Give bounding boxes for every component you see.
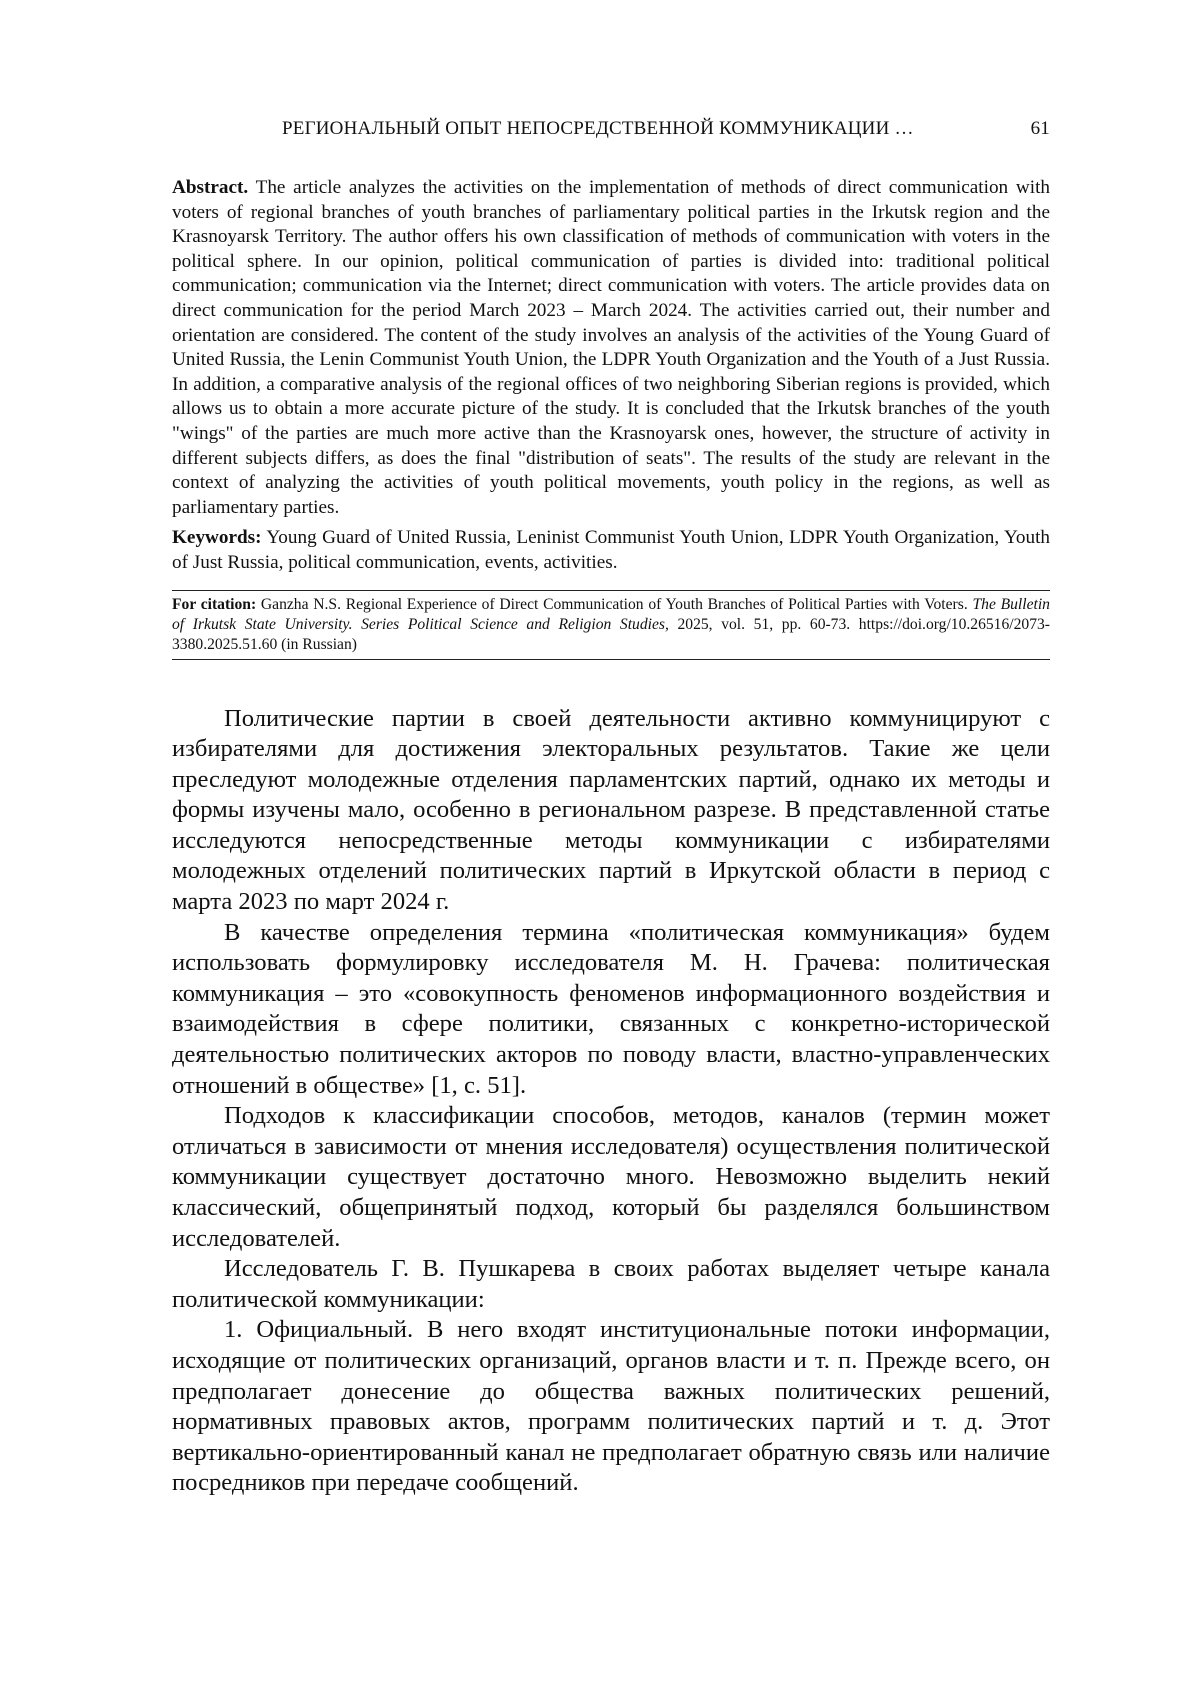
- body-paragraph: Исследователь Г. В. Пушкарева в своих работах выделяет четыре канала политической коммуникации:: [172, 1254, 1050, 1315]
- body-text: [172, 704, 1050, 1499]
- running-title: РЕГИОНАЛЬНЫЙ ОПЫТ НЕПОСРЕДСТВЕННОЙ КОММУНИКАЦИИ …: [282, 118, 914, 140]
- body-paragraph: Политические партии в своей деятельности активно коммуницируют с избирателями для достижения электоральных результатов. Такие же цели преследуют молодежные отделения парламентских партий, однако их мето­ды и формы изучены мало, особенно в региональном разрезе. В представ­ленной статье исследуются непосредственные методы коммуникации с из­бирателями молодежных отделений политических партий в Иркутской обла­сти в период с марта 2023 по март 2024 г.: [172, 704, 1050, 918]
- keywords-text: Young Guard of United Russia, Leninist Communist Youth Union, LDPR Youth Organ­ization, Youth of Just Russia, political communication, events, activities.: [172, 527, 1050, 573]
- citation-journal: The Bulletin of Irkutsk State University. Series Political Science and Religion Studies,: [172, 596, 1050, 633]
- body-paragraph: В качестве определения термина «политическая коммуникация» будем использовать формулировку исследователя М. Н. Грачева: политическая коммуникация – это «совокупность феноменов информационного воздей­ствия и взаимодействия в сфере политики, связанных с конкретно-исторической деятельностью политических акторов по поводу власти, власт­но-управленческих отношений в обществе» [1, с. 51].: [172, 918, 1050, 1102]
- article-page: [172, 118, 1050, 1499]
- running-header: [282, 118, 1050, 140]
- body-paragraph: 1. Официальный. В него входят институциональные потоки информа­ции, исходящие от политических организаций, органов власти и т. п. Прежде всего, он предполагает донесение до общества важных политических реше­ний, нормативных правовых актов, программ политических партий и т. д. Этот вертикально-ориентированный канал не предполагает обратную связь или наличие посредников при передаче сообщений.: [172, 1315, 1050, 1499]
- keywords-paragraph: [172, 526, 1050, 575]
- body-paragraph: Подходов к классификации способов, методов, каналов (термин может отличаться в зависимости от мнения исследователя) осуществления полити­ческой коммуникации существует достаточно много. Невозможно выделить некий классический, общепринятый подход, который бы разделялся боль­шинством исследователей.: [172, 1101, 1050, 1254]
- page-number: 61: [1031, 118, 1050, 140]
- citation-box: [172, 590, 1050, 660]
- abstract-paragraph: [172, 176, 1050, 520]
- keywords-label: Keywords:: [172, 527, 262, 548]
- citation-label: For citation:: [172, 596, 256, 613]
- citation-tail: 2025, vol. 51, pp. 60-73. https://doi.org/10.26516/2073-3380.2025.51.60 (in Russian): [172, 616, 1050, 653]
- citation-lead: Ganzha N.S. Regional Experience of Direct Communication of Youth Branches of Political Parties with Voters.: [256, 596, 972, 613]
- abstract-text: The article analyzes the activities on the implementation of methods of direct communica­tion with voters of regional branches of youth branches of parliamentary political parties in the Ir­kutsk region and the Krasnoyarsk Territory. The author offers his own classification of methods of communication with voters in the political sphere. In our opinion, political communication of parties is divided into: traditional political communication; communication via the Internet; direct commu­nication with voters. The article provides data on direct communication for the period March 2023 – March 2024. The activities carried out, their number and orientation are considered. The content of the study involves an analysis of the activities of the Young Guard of United Russia, the Lenin Communist Youth Union, the LDPR Youth Organization and the Youth of a Just Russia. In addition, a comparative analysis of the regional offices of two neighboring Siberian regions is provided, which allows us to obtain a more accurate picture of the study. It is concluded that the Irkutsk branches of the youth "wings" of the parties are much more active than the Krasnoyarsk ones, however, the struc­ture of activity in different subjects differs, as does the final "distribution of seats". The results of the study are relevant in the context of analyzing the activities of youth political movements, youth poli­cy in the regions, as well as parliamentary parties.: [172, 177, 1050, 518]
- abstract-label: Abstract.: [172, 177, 248, 198]
